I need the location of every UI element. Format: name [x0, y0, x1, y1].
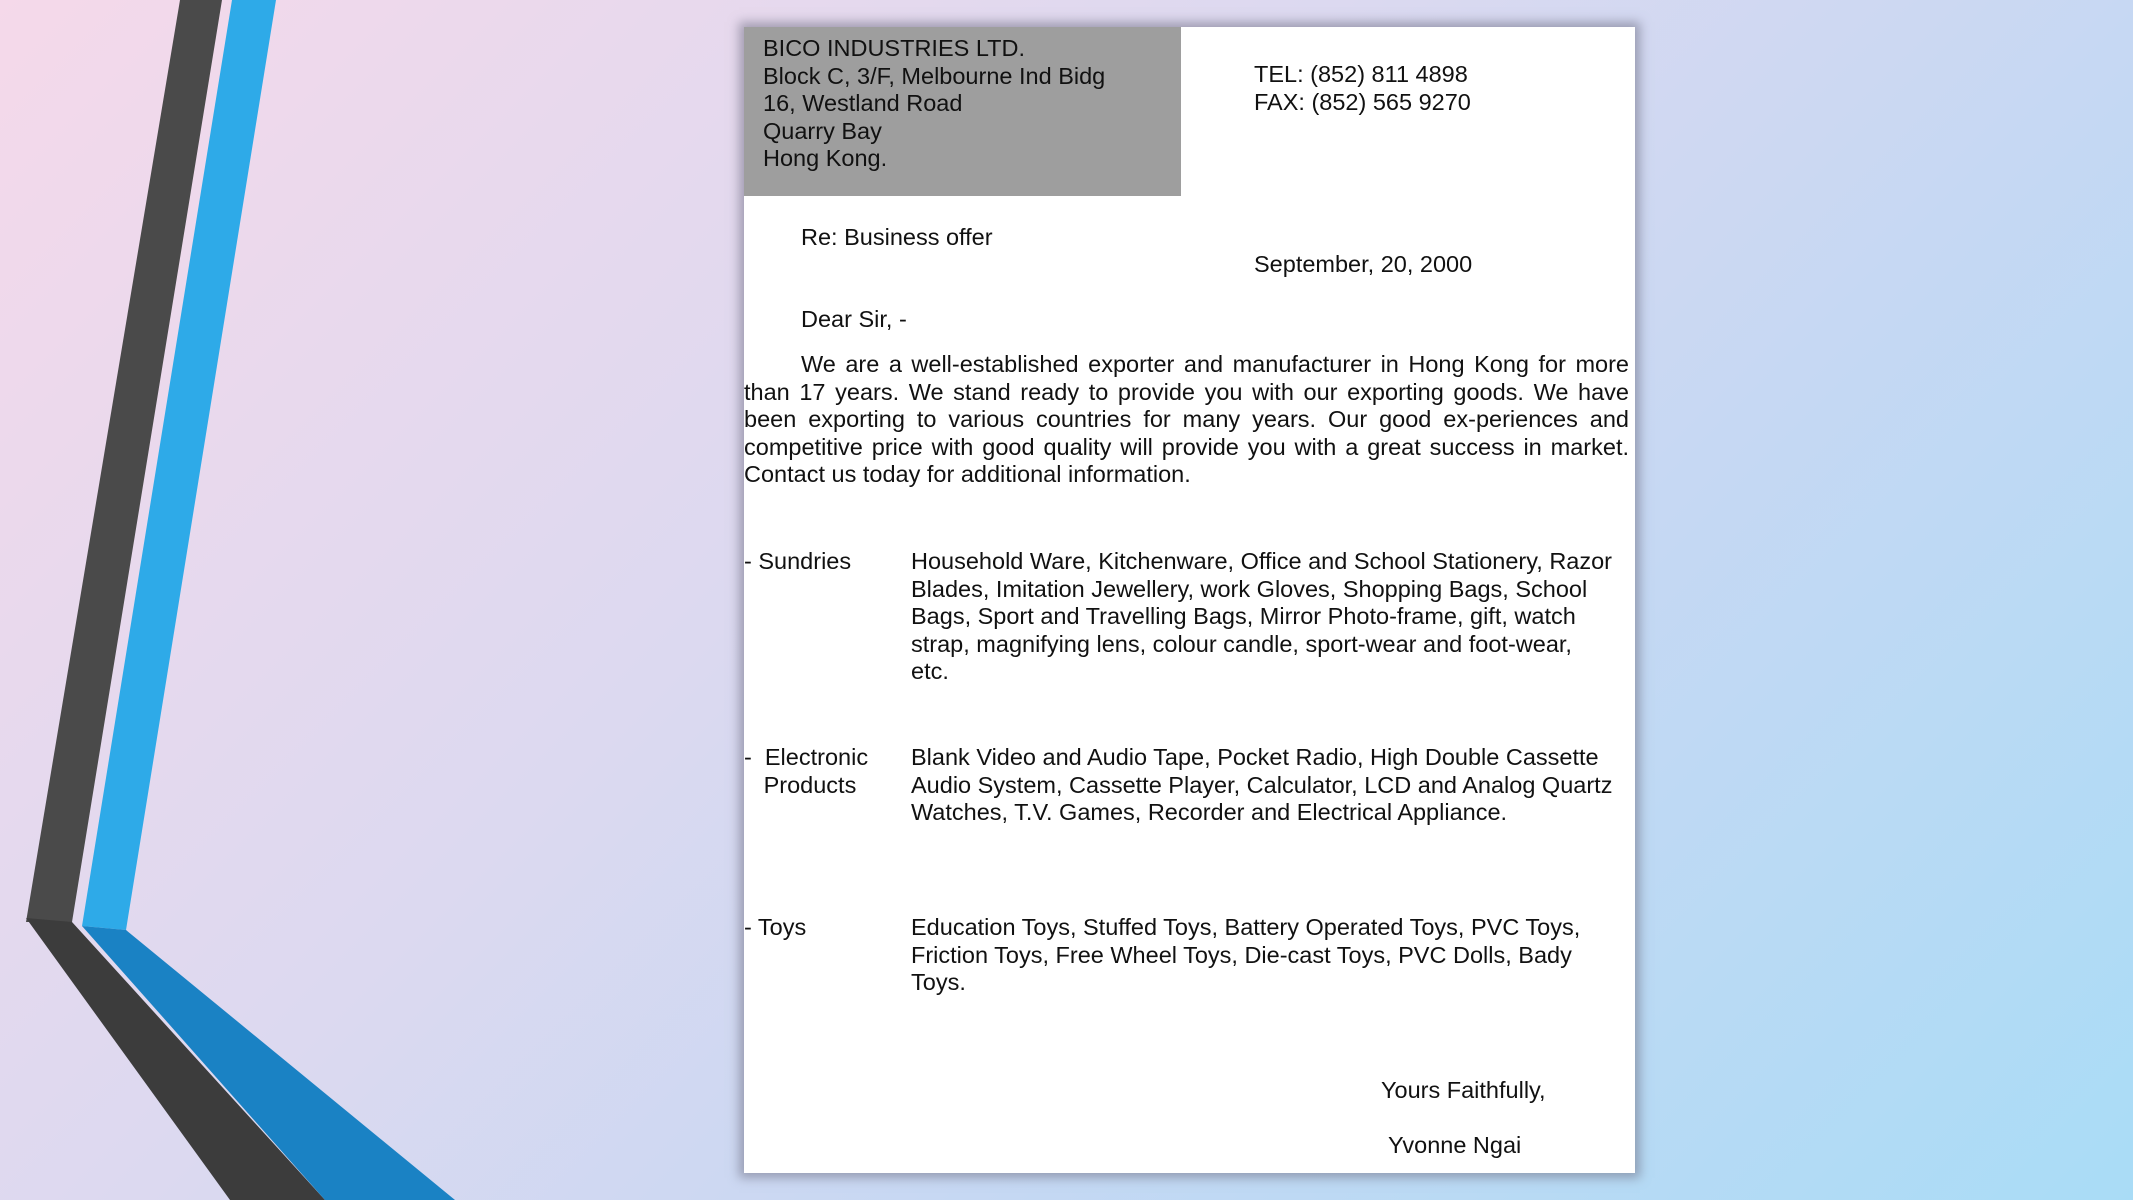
letter-closing: Yours Faithfully, — [1381, 1077, 1546, 1103]
category-items: Household Ware, Kitchenware, Office and School Stationery, Razor Blades, Imitation Jewellery, work Gloves, Shopping Bags, School Bags, Sport and Travelling Bags, Mirror Photo-frame, gift, watch strap, magnifying lens, colour candle, sport-wear and foot-wear, etc. — [911, 548, 1613, 684]
letter-date: September, 20, 2000 — [1254, 251, 1473, 277]
company-name: BICO INDUSTRIES LTD. — [763, 35, 1026, 61]
letter-page — [744, 27, 1635, 1173]
slide-decoration — [0, 0, 460, 1200]
product-category — [744, 744, 1634, 827]
address-line: 16, Westland Road — [763, 90, 963, 116]
address-line: Hong Kong. — [763, 145, 888, 171]
letter-greeting: Dear Sir, - — [801, 306, 907, 332]
contact-info — [1254, 61, 1471, 116]
letter-subject: Re: Business offer — [801, 224, 993, 250]
category-label: - Electronic Products — [744, 744, 869, 798]
category-items: Blank Video and Audio Tape, Pocket Radio, High Double Cassette Audio System, Cassette Player, Calculator, LCD and Analog Quartz Watches, T.V. Games, Recorder and Electrical Appliance. — [911, 744, 1613, 825]
product-category — [744, 548, 1634, 686]
category-label: - Toys — [744, 914, 807, 940]
category-items: Education Toys, Stuffed Toys, Battery Operated Toys, PVC Toys, Friction Toys, Free Wheel Toys, Die-cast Toys, PVC Dolls, Bady Toys. — [911, 914, 1581, 995]
product-category — [744, 914, 1634, 997]
tel-number: TEL: (852) 811 4898 — [1254, 61, 1468, 87]
signer-name: Yvonne Ngai — [1388, 1132, 1522, 1158]
company-address-box — [744, 27, 1181, 196]
address-line: Quarry Bay — [763, 117, 882, 144]
address-line: Block C, 3/F, Melbourne Ind Bidg — [763, 62, 1106, 89]
letter-body: We are a well-established exporter and manufacturer in Hong Kong for more than 17 years. We stand ready to provide you with our exporting goods. We have been exporting to various countries for many years. Our good ex-periences and competitive price with good quality will provide you with a great success in market. Contact us today for additional information. — [744, 351, 1629, 487]
category-label: - Sundries — [744, 548, 852, 574]
fax-number: FAX: (852) 565 9270 — [1254, 88, 1471, 115]
